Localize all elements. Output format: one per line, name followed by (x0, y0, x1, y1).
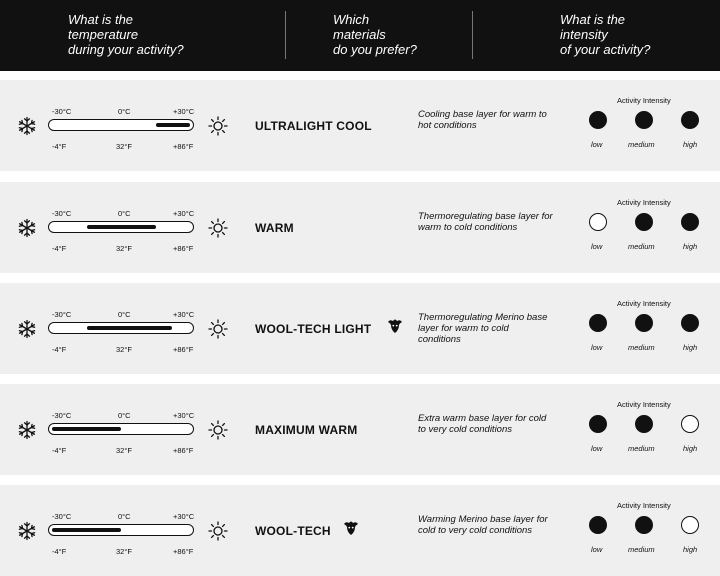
tick-label-fahrenheit-min: -4°F (52, 446, 67, 455)
header-divider (472, 11, 473, 59)
header-materials-question: Which materials do you prefer? (333, 12, 417, 57)
temperature-range-fill (87, 326, 172, 330)
intensity-low-indicator (589, 516, 607, 534)
product-row (0, 182, 720, 273)
intensity-label-high: high (683, 444, 698, 453)
activity-intensity-title: Activity Intensity (617, 501, 671, 510)
temperature-range-bar (48, 119, 194, 131)
activity-intensity-title: Activity Intensity (617, 198, 671, 207)
intensity-label-medium: medium (628, 140, 655, 149)
tick-label-celsius-min: -30°C (52, 209, 72, 218)
product-row (0, 485, 720, 576)
sun-icon (208, 420, 228, 440)
header-intensity-question: What is the intensity of your activity? (560, 12, 651, 57)
tick-label-fahrenheit-max: +86°F (173, 345, 194, 354)
intensity-low-indicator (589, 213, 607, 231)
temperature-range-fill (52, 528, 121, 532)
snowflake-icon (17, 116, 37, 136)
product-description: Thermoregulating base layer for warm to cold conditions (418, 211, 553, 233)
tick-label-fahrenheit-max: +86°F (173, 547, 194, 556)
intensity-medium-indicator (635, 213, 653, 231)
header-bar (0, 0, 720, 71)
product-name: WARM (255, 221, 294, 235)
activity-intensity-title: Activity Intensity (617, 400, 671, 409)
product-name: MAXIMUM WARM (255, 423, 358, 437)
tick-label-celsius-mid: 0°C (118, 310, 131, 319)
tick-label-fahrenheit-min: -4°F (52, 547, 67, 556)
intensity-high-indicator (681, 516, 699, 534)
tick-label-fahrenheit-min: -4°F (52, 244, 67, 253)
intensity-label-medium: medium (628, 545, 655, 554)
sun-icon (208, 521, 228, 541)
intensity-label-high: high (683, 343, 698, 352)
tick-label-fahrenheit-max: +86°F (173, 142, 194, 151)
tick-label-celsius-min: -30°C (52, 411, 72, 420)
tick-label-celsius-max: +30°C (173, 107, 195, 116)
product-name: ULTRALIGHT COOL (255, 119, 372, 133)
tick-label-celsius-max: +30°C (173, 512, 195, 521)
tick-label-fahrenheit-max: +86°F (173, 244, 194, 253)
tick-label-celsius-min: -30°C (52, 107, 72, 116)
intensity-label-high: high (683, 242, 698, 251)
product-name: WOOL-TECH LIGHT (255, 322, 372, 336)
snowflake-icon (17, 218, 37, 238)
snowflake-icon (17, 420, 37, 440)
tick-label-celsius-min: -30°C (52, 512, 72, 521)
intensity-label-low: low (591, 545, 603, 554)
intensity-label-medium: medium (628, 242, 655, 251)
intensity-medium-indicator (635, 415, 653, 433)
tick-label-fahrenheit-mid: 32°F (116, 244, 132, 253)
product-description: Cooling base layer for warm to hot conditions (418, 109, 547, 131)
intensity-label-medium: medium (628, 444, 655, 453)
tick-label-celsius-mid: 0°C (118, 107, 131, 116)
activity-intensity-title: Activity Intensity (617, 299, 671, 308)
tick-label-celsius-max: +30°C (173, 411, 195, 420)
merino-sheep-icon (386, 317, 404, 335)
tick-label-celsius-mid: 0°C (118, 209, 131, 218)
intensity-label-medium: medium (628, 343, 655, 352)
temperature-range-bar (48, 524, 194, 536)
tick-label-celsius-mid: 0°C (118, 512, 131, 521)
intensity-label-low: low (591, 242, 603, 251)
product-description: Extra warm base layer for cold to very cold conditions (418, 413, 547, 435)
intensity-label-low: low (591, 343, 603, 352)
tick-label-celsius-max: +30°C (173, 209, 195, 218)
intensity-high-indicator (681, 314, 699, 332)
intensity-medium-indicator (635, 314, 653, 332)
product-name: WOOL-TECH (255, 524, 331, 538)
intensity-label-low: low (591, 140, 603, 149)
header-divider (285, 11, 286, 59)
tick-label-fahrenheit-mid: 32°F (116, 142, 132, 151)
intensity-low-indicator (589, 415, 607, 433)
product-description: Thermoregulating Merino base layer for warm to cold conditions (418, 312, 548, 345)
temperature-range-fill (87, 225, 156, 229)
tick-label-celsius-mid: 0°C (118, 411, 131, 420)
sun-icon (208, 319, 228, 339)
snowflake-icon (17, 319, 37, 339)
temperature-range-bar (48, 423, 194, 435)
tick-label-fahrenheit-mid: 32°F (116, 547, 132, 556)
intensity-low-indicator (589, 314, 607, 332)
tick-label-fahrenheit-mid: 32°F (116, 345, 132, 354)
sun-icon (208, 116, 228, 136)
activity-intensity-title: Activity Intensity (617, 96, 671, 105)
product-description: Warming Merino base layer for cold to very cold conditions (418, 514, 548, 536)
intensity-label-low: low (591, 444, 603, 453)
tick-label-fahrenheit-max: +86°F (173, 446, 194, 455)
tick-label-celsius-max: +30°C (173, 310, 195, 319)
temperature-range-bar (48, 221, 194, 233)
tick-label-fahrenheit-min: -4°F (52, 142, 67, 151)
tick-label-fahrenheit-min: -4°F (52, 345, 67, 354)
intensity-low-indicator (589, 111, 607, 129)
snowflake-icon (17, 521, 37, 541)
intensity-high-indicator (681, 415, 699, 433)
intensity-medium-indicator (635, 516, 653, 534)
temperature-range-bar (48, 322, 194, 334)
product-row (0, 80, 720, 171)
merino-sheep-icon (342, 519, 360, 537)
product-row (0, 283, 720, 374)
temperature-range-fill (156, 123, 191, 127)
intensity-label-high: high (683, 545, 698, 554)
tick-label-celsius-min: -30°C (52, 310, 72, 319)
sun-icon (208, 218, 228, 238)
intensity-medium-indicator (635, 111, 653, 129)
intensity-label-high: high (683, 140, 698, 149)
temperature-range-fill (52, 427, 121, 431)
product-row (0, 384, 720, 475)
intensity-high-indicator (681, 213, 699, 231)
tick-label-fahrenheit-mid: 32°F (116, 446, 132, 455)
intensity-high-indicator (681, 111, 699, 129)
header-temperature-question: What is the temperature during your activity? (68, 12, 184, 57)
